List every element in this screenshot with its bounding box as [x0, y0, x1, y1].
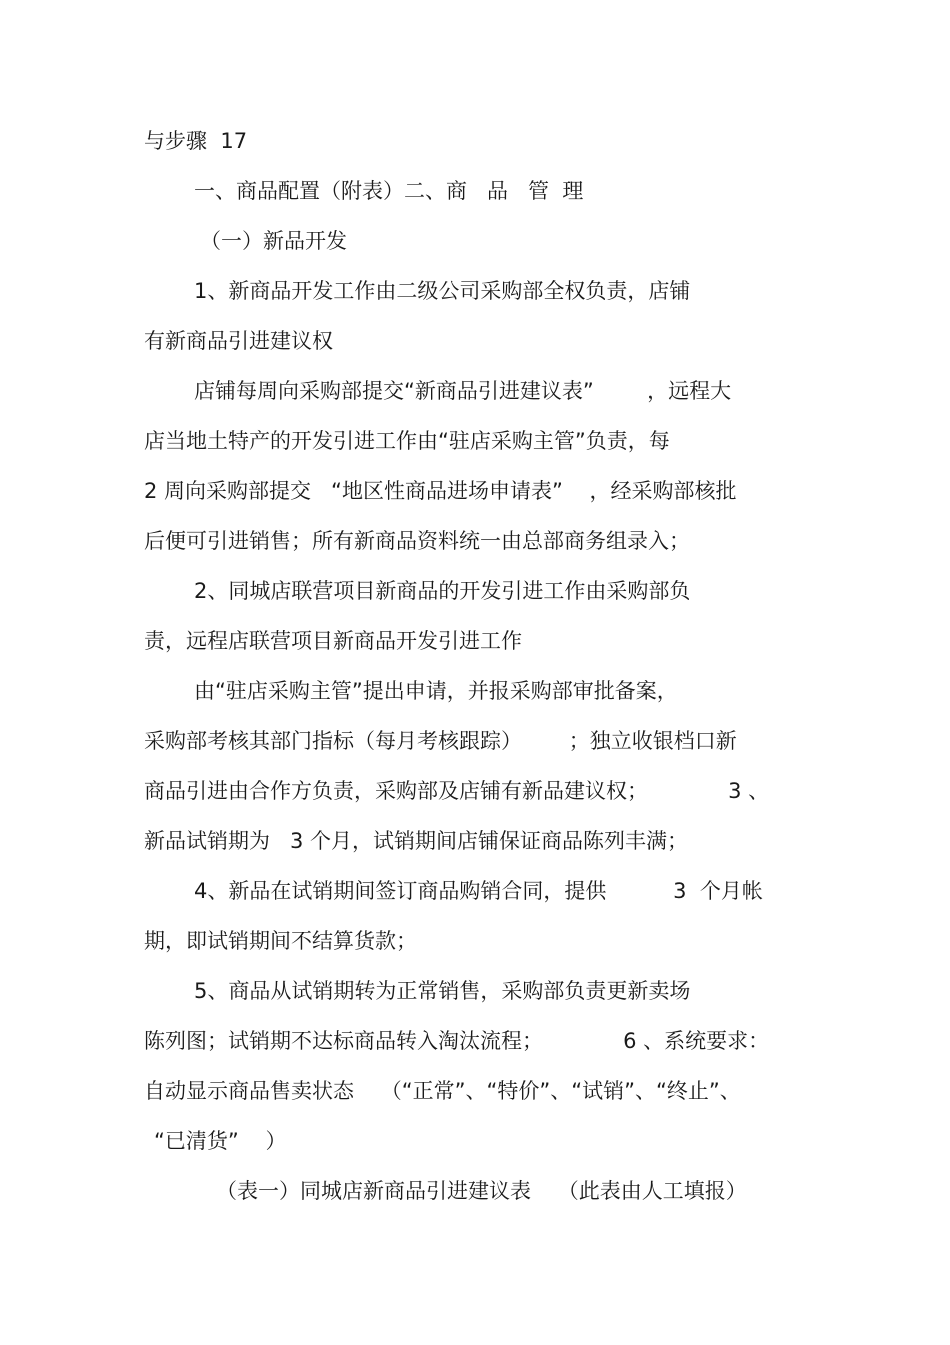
text-line-21: “已清货” ）	[154, 1129, 287, 1153]
text-line-5: 有新商品引进建议权	[144, 329, 333, 353]
text-line-13: 采购部考核其部门指标（每月考核跟踪） ；独立收银档口新	[144, 729, 737, 753]
text-line-12: 由“驻店采购主管”提出申请，并报采购部审批备案，	[194, 679, 678, 703]
table-caption: （表一）同城店新商品引进建议表 （此表由人工填报）	[216, 1179, 747, 1203]
text-line-14: 商品引进由合作方负责，采购部及店铺有新品建议权； 3 、	[144, 779, 770, 803]
text-line-6: 店铺每周向采购部提交“新商品引进建议表” ，远程大	[194, 379, 732, 403]
text-line-4: 1、新商品开发工作由二级公司采购部全权负责，店铺	[194, 279, 691, 303]
text-line-1: 与步骤 17	[144, 129, 248, 153]
text-line-11: 责，远程店联营项目新商品开发引进工作	[144, 629, 522, 653]
text-line-15: 新品试销期为 3 个月，试销期间店铺保证商品陈列丰满；	[144, 829, 689, 853]
text-line-8: 2 周向采购部提交 “地区性商品进场申请表” ，经采购部核批	[144, 479, 737, 503]
text-line-17: 期，即试销期间不结算货款；	[144, 929, 417, 953]
text-line-3: （一）新品开发	[200, 229, 347, 253]
text-line-7: 店当地土特产的开发引进工作由“驻店采购主管”负责，每	[144, 429, 670, 453]
text-line-20: 自动显示商品售卖状态 （“正常”、“特价”、“试销”、“终止”、	[144, 1079, 741, 1103]
text-line-2: 一、商品配置（附表）二、商 品 管 理	[194, 179, 584, 203]
text-line-18: 5、商品从试销期转为正常销售，采购部负责更新卖场	[194, 979, 691, 1003]
text-line-9: 后便可引进销售；所有新商品资料统一由总部商务组录入；	[144, 529, 690, 553]
text-line-16: 4、新品在试销期间签订商品购销合同，提供 3 个月帐	[194, 879, 763, 903]
text-line-10: 2、同城店联营项目新商品的开发引进工作由采购部负	[194, 579, 691, 603]
text-line-19: 陈列图；试销期不达标商品转入淘汰流程； 6 、系统要求：	[144, 1029, 770, 1053]
